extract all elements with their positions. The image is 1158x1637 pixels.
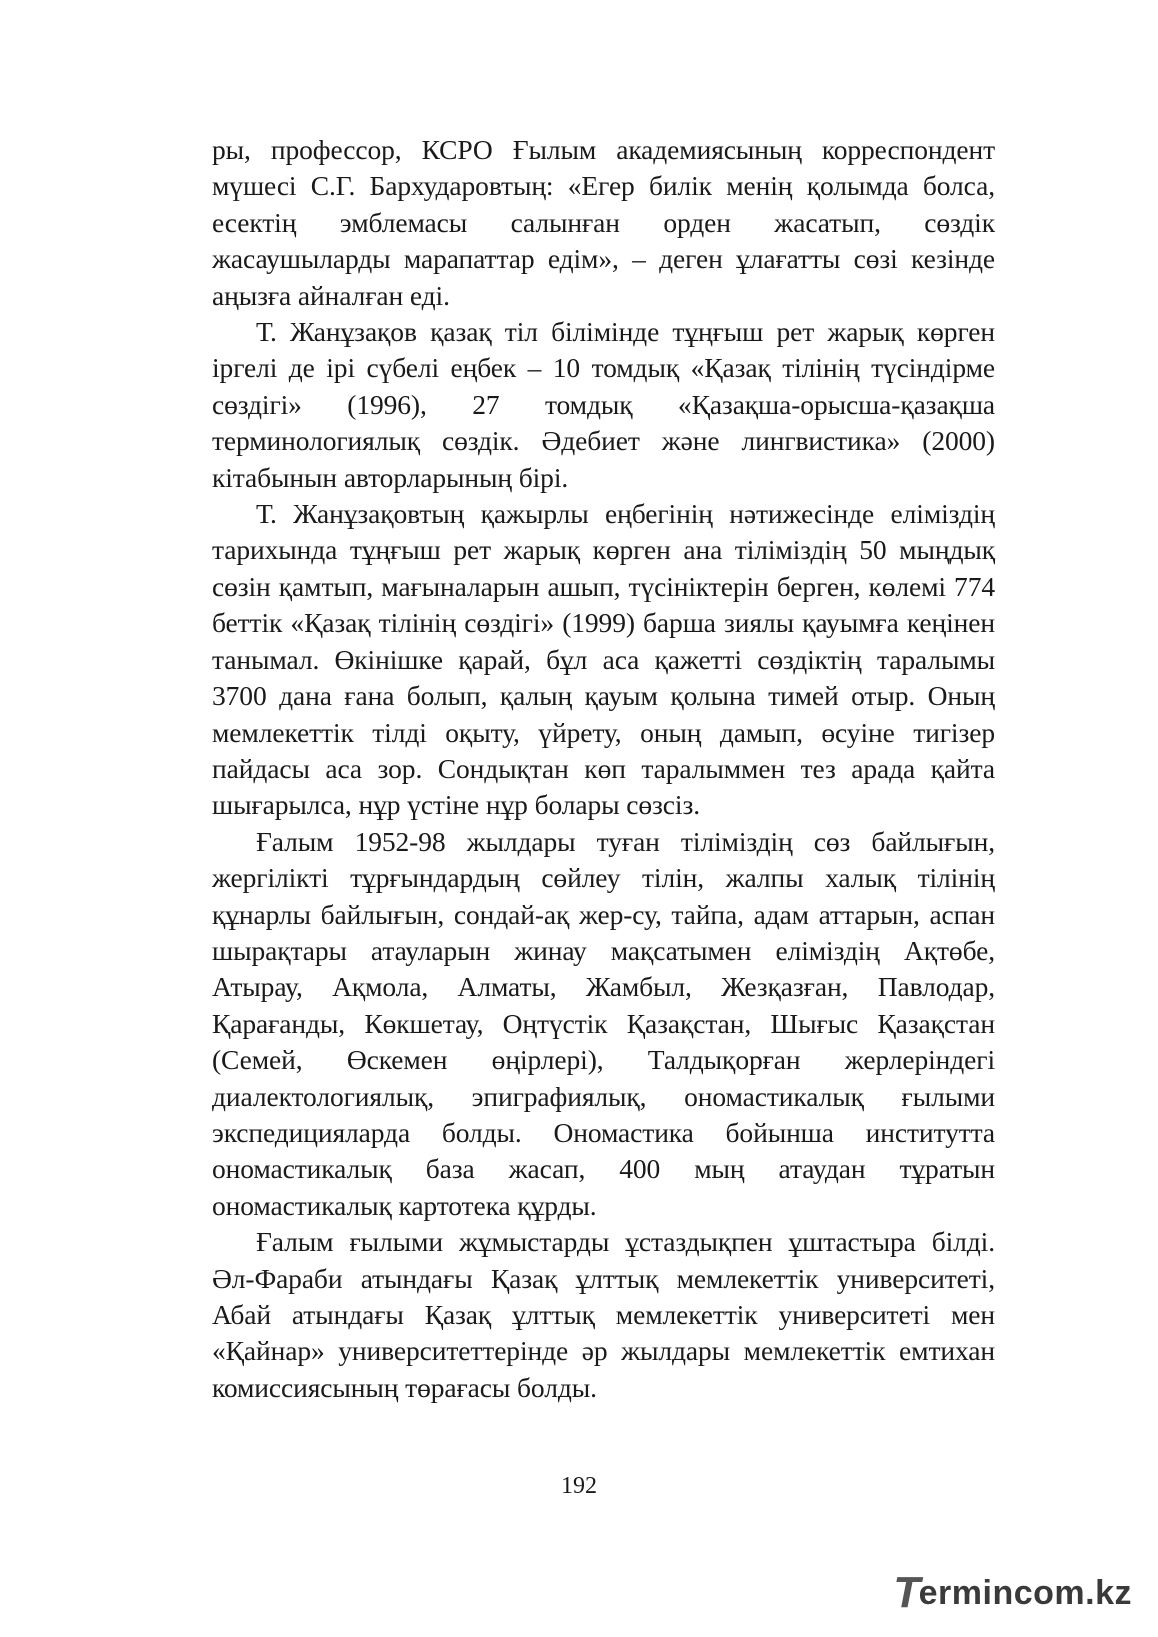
watermark-text: ermincom.kz	[918, 1573, 1132, 1612]
paragraph-1: ры, профессор, КСРО Ғылым академиясының корреспондент мүшесі С.Г. Бархударовтың: «Егер билік менің қолымда болса, есектің эмблемасы салынған орден жасатып, сөздік жасаушыларды марапаттар едім», – деген ұлағатты сөзі кезінде аңызға айналған еді.	[212, 134, 995, 311]
page-number: 192	[561, 1473, 597, 1499]
paragraph-5: Ғалым ғылыми жұмыстарды ұстаздықпен ұштастыра білді. Әл-Фараби атындағы Қазақ ұлттық мемлекеттік университеті, Абай атындағы Қазақ ұлттық мемлекеттік университеті мен «Қайнар» университеттерінде әр жылдары мемлекеттік емтихан комиссиясының төрағасы болды.	[212, 1226, 995, 1403]
page-body	[212, 132, 995, 1406]
termincom-watermark-logo	[893, 1569, 1132, 1617]
paragraph-3: Т. Жанұзақовтың қажырлы еңбегінің нәтижесінде еліміздің тарихында тұңғыш рет жарық көрген ана тіліміздің 50 мыңдық сөзін қамтып, мағыналарын ашып, түсініктерін берген, көлемі 774 беттік «Қазақ тілінің сөздігі» (1999) барша зиялы қауымға кеңінен танымал. Өкінішке қарай, бұл аса қажетті сөздіктің таралымы 3700 дана ғана болып, қалың қауым қолына тимей отыр. Оның мемлекеттік тілді оқыту, үйрету, оның дамып, өсуіне тигізер пайдасы аса зор. Сондықтан көп таралыммен тез арада қайта шығарылса, нұр үстіне нұр болары сөзсіз.	[212, 498, 995, 821]
paragraph-4: Ғалым 1952-98 жылдары туған тіліміздің сөз байлығын, жергілікті тұрғындардың сөйлеу тілін, жалпы халық тілінің құнарлы байлығын, сондай-ақ жер-су, тайпа, адам аттарын, аспан шырақтары атауларын жинау мақсатымен еліміздің Ақтөбе, Атырау, Ақмола, Алматы, Жамбыл, Жезқазған, Павлодар, Қарағанды, Көкшетау, Оңтүстік Қазақстан, Шығыс Қазақстан (Семей, Өскемен өңірлері), Талдықорған жерлеріндегі диалектологиялық, эпиграфиялық, ономастикалық ғылыми экспедицияларда болды. Ономастика бойынша институтта ономастикалық база жасап, 400 мың атаудан тұратын ономастикалық картотека құрды.	[212, 825, 995, 1221]
paragraph-2: Т. Жанұзақов қазақ тіл білімінде тұңғыш рет жарық көрген іргелі де ірі сүбелі еңбек – 10 томдық «Қазақ тілінің түсіндірме сөздігі» (1996), 27 томдық «Қазақша-орысша-қазақша терминологиялық сөздік. Әдебиет және лингвистика» (2000) кітабынын авторларының бірі.	[212, 316, 995, 493]
watermark-initial: T	[893, 1568, 921, 1617]
